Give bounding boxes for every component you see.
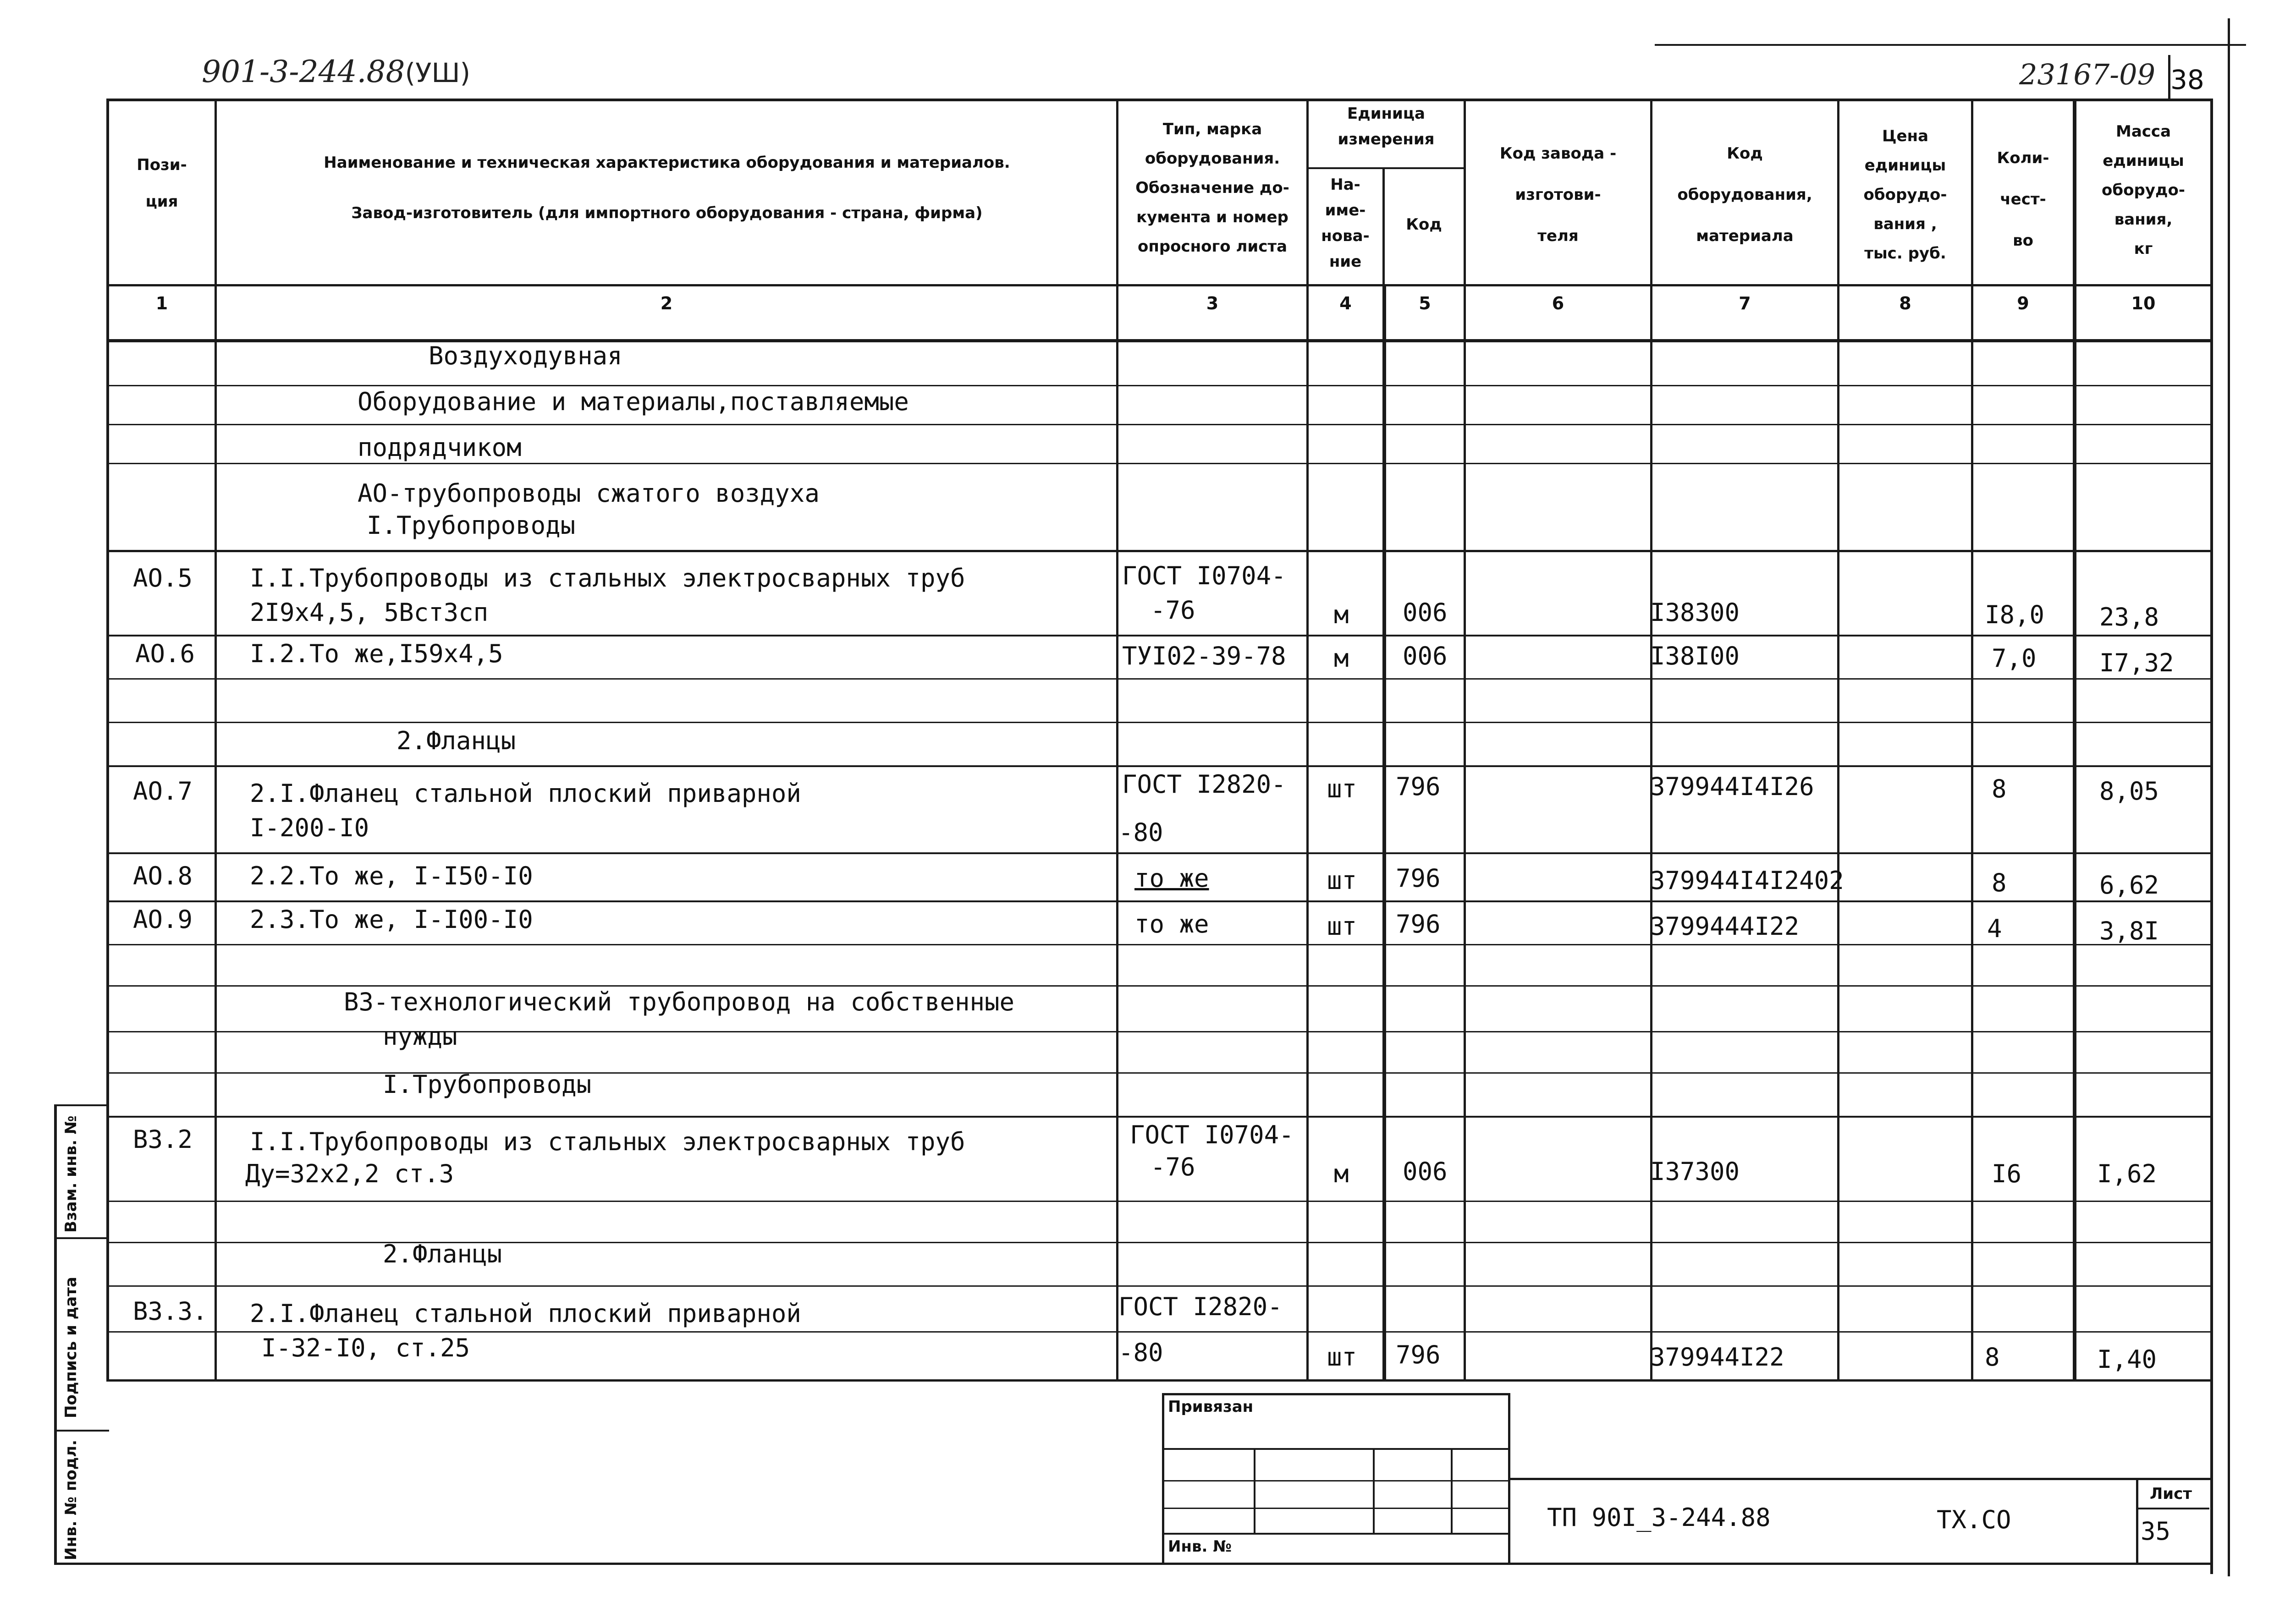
stamp-replace-inv: Взам. инв. № bbox=[62, 1115, 80, 1233]
table-row-type: ТУI02-39-78 bbox=[1122, 642, 1286, 670]
col-number-3: 3 bbox=[1206, 293, 1219, 313]
doc-code-text: 901-3-244.88 bbox=[202, 54, 405, 89]
doc-code-suffix: (УШ) bbox=[405, 57, 471, 88]
table-row-type: -76 bbox=[1151, 596, 1195, 625]
table-row-pos: АО.9 bbox=[133, 905, 193, 934]
table-row-unit: шт bbox=[1327, 1343, 1357, 1372]
table-row-qty: I6 bbox=[1992, 1159, 2022, 1188]
table-row-unit: м bbox=[1334, 1159, 1349, 1188]
table-row-name: I-200-I0 bbox=[250, 813, 369, 842]
table-row-type: то же bbox=[1134, 864, 1209, 893]
header-unit-group: Единица измерения bbox=[1338, 104, 1435, 148]
table-row-name: Оборудование и материалы,поставляемые bbox=[358, 387, 909, 416]
table-row-qty: 8 bbox=[1985, 1343, 2000, 1372]
table-row-type: ГОСТ I2820- bbox=[1122, 770, 1286, 799]
table-row-pos: В3.2 bbox=[133, 1125, 193, 1154]
top-rule bbox=[1655, 44, 2246, 46]
table-row-name: нужды bbox=[383, 1022, 457, 1051]
col-number-6: 6 bbox=[1552, 293, 1564, 313]
col-number-4: 4 bbox=[1339, 293, 1352, 313]
table-row-pos: АО.8 bbox=[133, 861, 193, 890]
sheet-number: 35 bbox=[2141, 1517, 2171, 1546]
table-row-equipcode: 3799444I22 bbox=[1650, 912, 1800, 941]
table-row-name: 2.Фланцы bbox=[396, 726, 516, 755]
table-row-pos: АО.7 bbox=[133, 777, 193, 806]
table-row-unitcode: 796 bbox=[1396, 910, 1441, 938]
col-number-9: 9 bbox=[2017, 293, 2029, 313]
section-code: ТХ.СО bbox=[1937, 1505, 2011, 1534]
table-row-name: I.I.Трубопроводы из стальных электросварных труб bbox=[250, 1127, 965, 1156]
sheet-label: Лист bbox=[2150, 1485, 2192, 1503]
inventory-label: Инв. № bbox=[1168, 1537, 1232, 1556]
header-unit-name: На- име- нова- ние bbox=[1321, 176, 1370, 271]
table-row-pos: АО.6 bbox=[135, 639, 195, 668]
table-row-equipcode: 379944I4I26 bbox=[1650, 772, 1814, 801]
table-row-unitcode: 796 bbox=[1396, 864, 1441, 893]
table-row-type: ГОСТ I0704- bbox=[1130, 1120, 1294, 1149]
table-row-mass: 6,62 bbox=[2099, 871, 2159, 900]
table-row-unitcode: 006 bbox=[1403, 642, 1448, 670]
table-row-equipcode: I38300 bbox=[1650, 598, 1740, 627]
table-row-type: ГОСТ I0704- bbox=[1122, 561, 1286, 590]
header-price: Цена единицы оборудо- вания , тыс. руб. bbox=[1863, 127, 1947, 263]
col-number-2: 2 bbox=[660, 293, 673, 313]
table-row-unit: шт bbox=[1327, 866, 1357, 895]
table-row-name: I.Трубопроводы bbox=[367, 511, 576, 540]
table-row-pos: АО.5 bbox=[133, 564, 193, 593]
table-row-name: 2I9х4,5, 5ВстЗсп bbox=[250, 598, 489, 627]
table-row-unit: шт bbox=[1327, 912, 1357, 941]
table-row-name: 2.3.То же, I-I00-I0 bbox=[250, 905, 533, 934]
document-code: ТП 90I_3-244.88 bbox=[1547, 1503, 1771, 1532]
table-row-name: 2.I.Фланец стальной плоский приварной bbox=[250, 1299, 801, 1328]
table-row-unitcode: 006 bbox=[1403, 598, 1448, 627]
col-number-5: 5 bbox=[1419, 293, 1431, 313]
table-row-unit: шт bbox=[1327, 774, 1357, 803]
table-row-name: В3-технологический трубопровод на собственные bbox=[344, 988, 1014, 1016]
table-row-type: -80 bbox=[1118, 818, 1163, 847]
col-number-7: 7 bbox=[1739, 293, 1751, 313]
header-plant-code: Код завода - изготови- теля bbox=[1499, 144, 1617, 245]
table-row-name: 2.2.То же, I-I50-I0 bbox=[250, 861, 533, 890]
table-row-name: Ду=32х2,2 ст.3 bbox=[245, 1159, 454, 1188]
table-row-equipcode: 379944I4I2402 bbox=[1650, 866, 1844, 895]
table-row-unit: м bbox=[1334, 644, 1349, 673]
table-row-mass: 8,05 bbox=[2099, 777, 2159, 806]
col-number-10: 10 bbox=[2131, 293, 2156, 313]
col-number-8: 8 bbox=[1899, 293, 1911, 313]
header-equip-code: Код оборудования, материала bbox=[1677, 144, 1812, 245]
header-mass: Масса единицы оборудо- вания, кг bbox=[2102, 122, 2185, 258]
table-row-equipcode: 379944I22 bbox=[1650, 1343, 1784, 1372]
handwritten-doc-code bbox=[202, 54, 470, 89]
attached-label: Привязан bbox=[1168, 1398, 1254, 1416]
table-row-qty: 7,0 bbox=[1992, 644, 2037, 673]
table-row-type: -76 bbox=[1151, 1152, 1195, 1181]
table-row-pos: В3.3. bbox=[133, 1297, 208, 1326]
table-row-unitcode: 006 bbox=[1403, 1157, 1448, 1186]
table-row-unitcode: 796 bbox=[1396, 772, 1441, 801]
table-row-equipcode: I38I00 bbox=[1650, 642, 1740, 670]
stamp-signature-date: Подпись и дата bbox=[62, 1277, 80, 1418]
corner-rule-v bbox=[2168, 55, 2170, 101]
table-row-equipcode: I37300 bbox=[1650, 1157, 1740, 1186]
corner-rule-right bbox=[2228, 18, 2230, 1576]
table-row-type: то же bbox=[1134, 910, 1209, 938]
table-row-name: I.Трубопроводы bbox=[383, 1070, 592, 1099]
table-row-name: I.2.То же,I59х4,5 bbox=[250, 639, 503, 668]
table-row-mass: I7,32 bbox=[2099, 648, 2174, 677]
table-row-qty: 8 bbox=[1992, 868, 2007, 897]
corner-number: 38 bbox=[2170, 64, 2204, 95]
table-row-qty: I8,0 bbox=[1985, 600, 2045, 629]
table-row-name: 2.I.Фланец стальной плоский приварной bbox=[250, 779, 801, 808]
handwritten-registration-code: 23167-09 bbox=[2019, 58, 2156, 91]
table-row-name: подрядчиком bbox=[358, 433, 522, 462]
table-row-unitcode: 796 bbox=[1396, 1340, 1441, 1369]
table-row-mass: I,62 bbox=[2097, 1159, 2157, 1188]
header-position: Пози- ция bbox=[137, 156, 187, 211]
header-unit-code: Код bbox=[1406, 215, 1442, 234]
col-number-1: 1 bbox=[155, 293, 168, 313]
header-name: Наименование и техническая характеристика оборудования и материалов. Завод-изготовитель (для импортного оборудования - страна, фирма) bbox=[324, 154, 1010, 222]
stamp-original-inv: Инв. № подл. bbox=[62, 1439, 80, 1560]
table-row-type: ГОСТ I2820- bbox=[1118, 1292, 1283, 1321]
table-row-name: I.I.Трубопроводы из стальных электросварных труб bbox=[250, 564, 965, 593]
table-row-mass: 3,8I bbox=[2099, 916, 2159, 945]
table-row-mass: 23,8 bbox=[2099, 603, 2159, 631]
header-quantity: Коли- чест- во bbox=[1997, 149, 2049, 250]
table-row-name: 2.Фланцы bbox=[383, 1240, 502, 1268]
table-row-unit: м bbox=[1334, 600, 1349, 629]
table-row-type: -80 bbox=[1118, 1338, 1163, 1367]
table-row-qty: 4 bbox=[1987, 914, 2002, 943]
table-row-mass: I,40 bbox=[2097, 1345, 2157, 1374]
table-row-name: Воздуходувная bbox=[429, 341, 622, 370]
table-row-qty: 8 bbox=[1992, 774, 2007, 803]
table-row-name: АО-трубопроводы сжатого воздуха bbox=[358, 479, 820, 508]
table-row-name: I-32-I0, ст.25 bbox=[261, 1333, 470, 1362]
header-type: Тип, марка оборудования. Обозначение до- кумента и номер опросного листа bbox=[1135, 120, 1289, 256]
